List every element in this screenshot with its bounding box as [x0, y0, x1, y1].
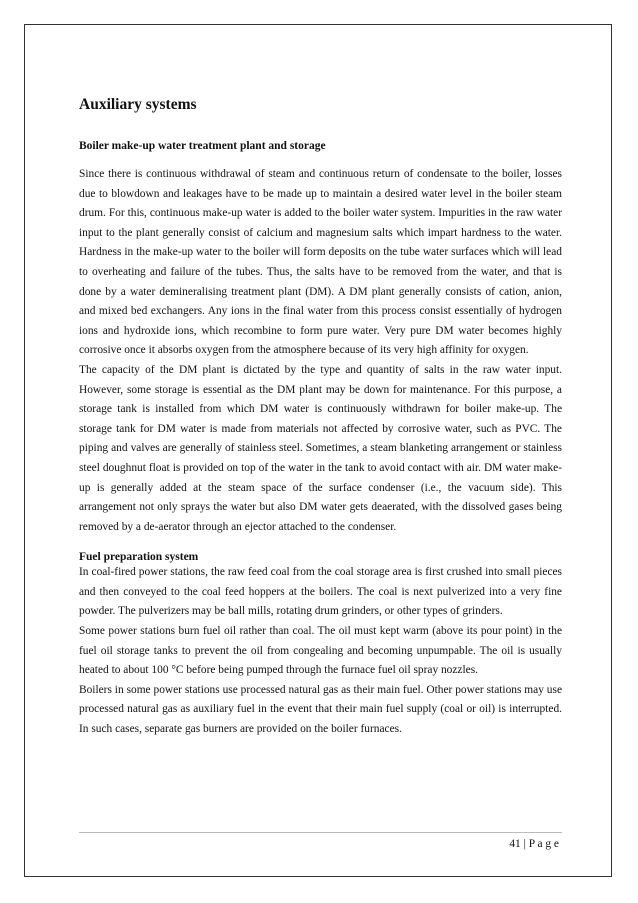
section-heading-fuel-preparation: Fuel preparation system	[79, 551, 199, 564]
paragraph: The capacity of the DM plant is dictated by the type and quantity of salts in the raw water input. However, some storage is essential as the DM plant may be down for maintenance. For this purpose, a storage tank is installed from which DM water is continuously withdrawn for boiler make-up. The storage tank for DM water is made from materials not affected by corrosive water, such as PVC. The piping and valves are generally of stainless steel. Sometimes, a steam blanketing arrangement or stainless steel doughnut float is provided on top of the water in the tank to avoid contact with air. DM water make-up is generally added at the steam space of the surface condenser (i.e., the vacuum side). This arrangement not only sprays the water but also DM water gets deaerated, with the dissolved gases being removed by a de-aerator through an ejector attached to the condenser.	[79, 363, 562, 533]
document-body	[79, 96, 562, 740]
paragraph: In coal-fired power stations, the raw feed coal from the coal storage area is first crushed into small pieces and then conveyed to the coal feed hoppers at the boilers. The coal is next pulverized into a very fine powder. The pulverizers may be ball mills, rotating drum grinders, or other types of grinders.	[79, 566, 562, 618]
footer-divider	[79, 832, 562, 833]
paragraph: Some power stations burn fuel oil rather than coal. The oil must kept warm (above its pour point) in the fuel oil storage tanks to prevent the oil from congealing and becoming unpumpable. The oil is usually heated to about 100 °C before being pumped through the furnace fuel oil spray nozzles.	[79, 625, 562, 677]
paragraph: Boilers in some power stations use processed natural gas as their main fuel. Other power stations may use processed natural gas as auxiliary fuel in the event that their main fuel supply (coal or oil) is interrupted. In such cases, separate gas burners are provided on the boiler furnaces.	[79, 683, 562, 736]
paragraph: Since there is continuous withdrawal of steam and continuous return of condensate to the boiler, losses due to blowdown and leakages have to be made up to maintain a desired water level in the boiler steam drum. For this, continuous make-up water is added to the boiler water system. Impurities in the raw water input to the plant generally consist of calcium and magnesium salts which impart hardness to the water. Hardness in the make-up water to the boiler will form deposits on the tube water surfaces which will lead to overheating and failure of the tubes. Thus, the salts have to be removed from the water, and that is done by a water demineralising treatment plant (DM). A DM plant generally consists of cation, anion, and mixed bed exchangers. Any ions in the final water from this process consist essentially of hydrogen ions and hydroxide ions, which recombine to form pure water. Very pure DM water becomes highly corrosive once it absorbs oxygen from the atmosphere because of its very high affinity for oxygen.	[79, 168, 562, 357]
page-title: Auxiliary systems	[79, 96, 197, 113]
page-number: 41 | P a g e	[509, 838, 559, 850]
section-heading-water-treatment: Boiler make-up water treatment plant and storage	[79, 140, 326, 152]
